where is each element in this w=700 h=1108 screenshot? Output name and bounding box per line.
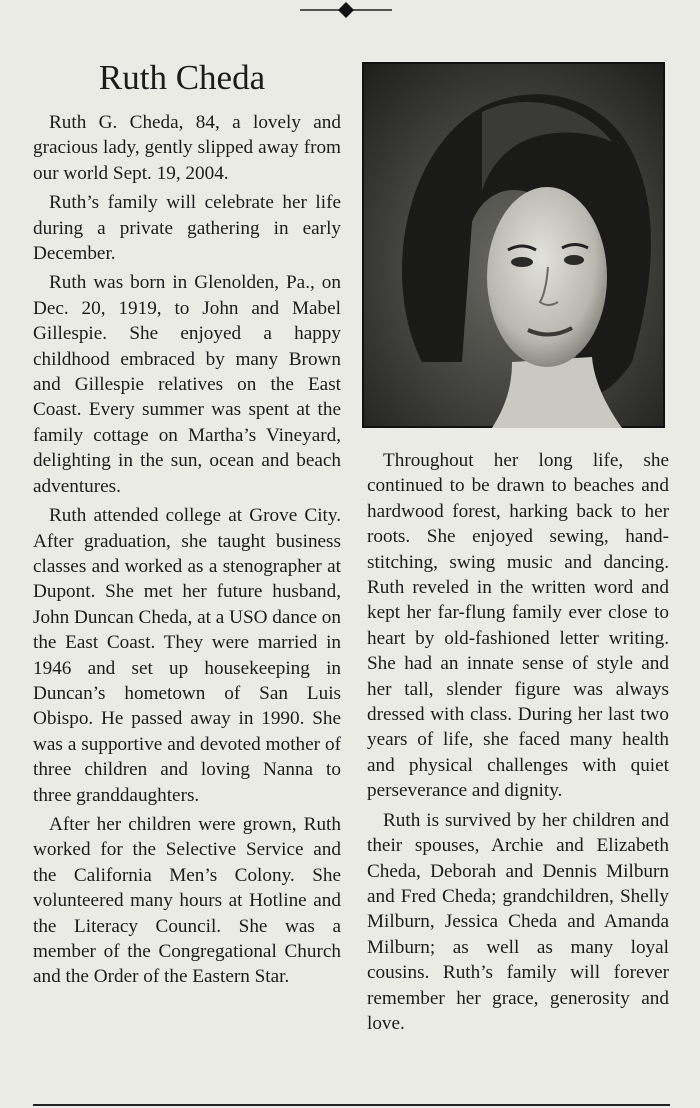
paragraph: Ruth G. Cheda, 84, a lovely and gracious lady, gently slipped away from our world Sept. 19, 2004.: [33, 112, 341, 184]
right-column: [367, 448, 669, 1036]
paragraph: Ruth’s family will celebrate her life during a private gathering in early December.: [33, 192, 341, 265]
paragraph: Ruth was born in Glenolden, Pa., on Dec. 20, 1919, to John and Mabel Gillespie. She enjoyed a happy childhood embraced by many Brown and Gillespie relatives on the East Coast. Every summer was spent at the family cottage on Martha’s Vineyard, delighting in the sun, ocean and beach adventures.: [33, 272, 341, 497]
paragraph: Ruth attended college at Grove City. After graduation, she taught business classes and worked as a stenographer at Dupont. She met her future husband, John Duncan Cheda, at a USO dance on the East Coast. They were married in 1946 and set up housekeeping in Duncan’s hometown of San Luis Obispo. He passed away in 1990. She was a supportive and devoted mother of three children and loving Nanna to three granddaughters.: [33, 505, 341, 806]
portrait-photo-icon: [362, 62, 665, 428]
paragraph: Throughout her long life, she continued to be drawn to beaches and hardwood forest, harking back to her roots. She enjoyed sewing, hand-stitching, swing music and dancing. Ruth reveled in the written word and kept her far-flung family ever close to heart by old-fashioned letter writing. She had an innate sense of style and her tall, slender figure was always dressed with class. During her last two years of life, she faced many health and physical challenges with quiet perseverance and dignity.: [367, 450, 669, 802]
diamond-ornament-icon: [298, 0, 394, 22]
bottom-rule: [33, 1104, 670, 1106]
obituary-title: Ruth Cheda: [98, 58, 266, 97]
paragraph: Ruth is survived by her children and their spouses, Archie and Elizabeth Cheda, Deborah and Dennis Milburn and Fred Cheda; grandchildren, Shelly Milburn, Jessica Cheda and Amanda Milburn; as well as many loyal cousins. Ruth’s family will forever remember her grace, generosity and love.: [367, 809, 669, 1034]
left-column: [33, 110, 341, 990]
paragraph: After her children were grown, Ruth worked for the Selective Service and the California Men’s Colony. She volunteered many hours at Hotline and the Literacy Council. She was a member of the Congregational Church and the Order of the Eastern Star.: [33, 813, 341, 988]
